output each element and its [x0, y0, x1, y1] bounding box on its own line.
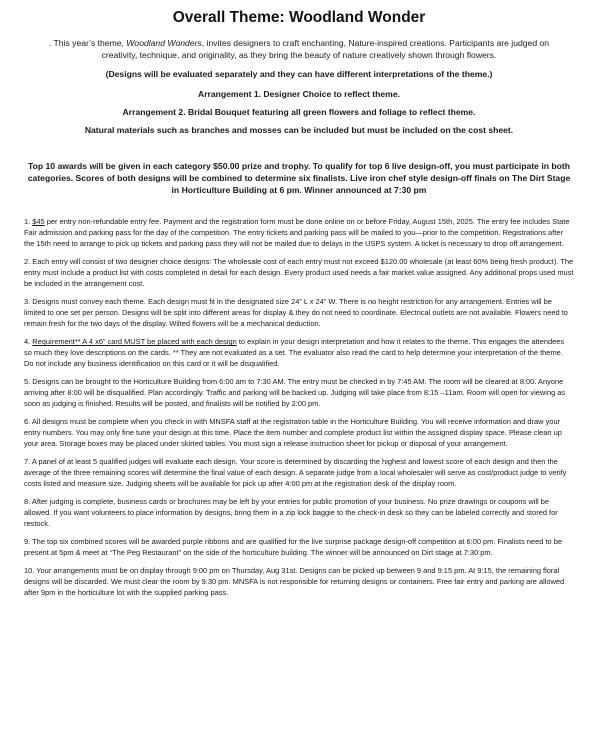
evaluation-note: (Designs will be evaluated separately and they can have different interpretations of the theme.) [105, 69, 493, 79]
rule-9 [24, 537, 574, 559]
rule-1-number: 1. [24, 217, 33, 226]
rule-10 [24, 566, 574, 599]
rule-3-text: 3. Designs must convey each theme. Each design must fit in the designated size 24” L x 24” W. There is no height restriction for any arrangement. Entries will be limited to one set per person. Designs will be split into different areas for display & they do not need to coordinate. Electrical outlets are not available. Flowers need to remain fresh for the two days of the display. Wilted flowers will be a mechanical deduction. [24, 297, 568, 328]
natural-materials-note: Natural materials such as branches and mosses can be included but must be included on the cost sheet. [84, 125, 514, 135]
rule-4-number: 4. [24, 337, 33, 347]
rule-3 [24, 297, 574, 330]
arrangement-2: Arrangement 2. Bridal Bouquet featuring all green flowers and foliage to reflect theme. [122, 107, 476, 117]
intro-theme-name: Woodland Wonders [126, 38, 202, 48]
rule-1-fee: $45 [32, 217, 45, 226]
rule-10-text: 10. Your arrangements must be on display through 9:00 pm on Thursday, Aug 31st. Designs can be picked up between 9 and 9:15 pm. At 9:15, the remaining floral designs will be discarded. We must clear the room by 9:30 pm. MNSFA is not responsible for returning designs or containers. Free fair entry and parking are allowed after 9pm in the horticulture lot with the supplied parking pass. [24, 566, 565, 598]
rule-5 [24, 377, 574, 410]
awards-paragraph: Top 10 awards will be given in each category $50.00 prize and trophy. To qualify for top 6 live design-off, you must participate in both categories. Scores of both designs will be combined to determine six finalists. Live iron chef style design-off finals on The Dirt Stage in Horticulture Building at 6 pm. Winner announced at 7:30 pm [27, 161, 571, 195]
rule-9-text: 9. The top six combined scores will be awarded purple ribbons and are qualified for the live surprise package design-off competition at 6:00 pm. Finalists need to be present at 5pm & meet at “The Peg Restaurant” on the side of the horticulture building. The winner will be announced on Dirt stage at 7:30 pm. [24, 537, 563, 558]
rule-6 [24, 417, 574, 450]
rule-5-text: 5. Designs can be brought to the Horticulture Building from 6:00 am to 7:30 AM. The entry must be checked in by 7:45 AM. The room will be cleared at 8:00. Anyone arriving after 8:00 will be disqualified. Plan accordingly. Traffic and parking will be backed up. Judging will take place from 8:15 –11am. Room will open for viewing as soon as judging is finished. Results will be posted, and finalists will be notified by 2:00 pm. [24, 377, 566, 408]
intro-rest: , invites designers to craft enchanting, Nature-inspired creations. Participants are judged on creativity, technique, and originality, as they bring the beauty of nature creatively shown through flowers. [101, 38, 550, 60]
rule-6-text: 6. All designs must be complete when you check in with MNSFA staff at the registration table in the Horticulture Building. You will receive information and draw your entry numbers. You may only fine tune your design at this time. Place the item number and complete product list within the assigned display space. Please clean up your area. Storage boxes may be placed under skirted tables. You must sign a release instruction sheet for pickup or disposal of your arrangement. [24, 417, 562, 448]
rule-4-text: to explain in your design interpretation and how it relates to the theme. This engages the attendees so much they love descriptions on the cards. ** They are not evaluated as a set. The evaluator also read the card to help determine your interpretation of the theme. Do not include any business identification on this card or it will be disqualified. [24, 337, 565, 368]
arrangement-1: Arrangement 1. Designer Choice to reflect theme. [197, 89, 400, 99]
rule-1 [24, 217, 574, 250]
rule-4 [24, 337, 574, 370]
intro-paragraph [30, 37, 568, 61]
rule-7 [24, 457, 574, 490]
page-title: Overall Theme: Woodland Wonder [172, 9, 426, 26]
rule-7-text: 7. A panel of at least 5 qualified judges will evaluate each design. Your score is determined by discarding the highest and lowest score of each design and then the average of the three remaining scores will determine the final value of each design. A separate judge from a local wholesaler will serve as cost/product judge to verify costs listed and measure size. Judging sheets will be available for pick up after 4:00 pm at the registration desk of the display room. [24, 457, 567, 488]
rule-2 [24, 257, 574, 290]
intro-lead: . This year’s theme, [48, 38, 127, 48]
rule-1-text: per entry non-refundable entry fee. Payment and the registration form must be done online on or before Friday, August 15th, 2025. The entry fee includes State Fair admission and parking pass for the day of the competition. The entry tickets and parking pass will be mailed to you—prior to the competition. Registrations after the 15th need to arrange to pick up tickets and parking pass they will not be mailed due to delays in the USPS system. A ticket is necessary to drop off arrangement. [24, 217, 570, 248]
rule-8-text: 8. After judging is complete, business cards or brochures may be left by your entries for public promotion of your business. No prize drawings or coupons will be allowed. If you want volunteers to place information by designs, bring them in a zip lock baggie to the check-in desk so they can be labeled correctly and stored for restock. [24, 497, 558, 528]
rule-4-requirement: Requirement** A 4 x6” card MUST be placed with each design [32, 337, 237, 347]
rule-8 [24, 497, 574, 530]
rule-2-text: 2. Each entry will consist of two designer choice designs: The wholesale cost of each entry must not exceed $120.00 wholesale (at least 60% being fresh product). The entry must include a product list with costs completed in detail for each design. Every product used needs a fair market value assigned. Any additional props used must be included in the arrangement cost. [24, 257, 574, 288]
